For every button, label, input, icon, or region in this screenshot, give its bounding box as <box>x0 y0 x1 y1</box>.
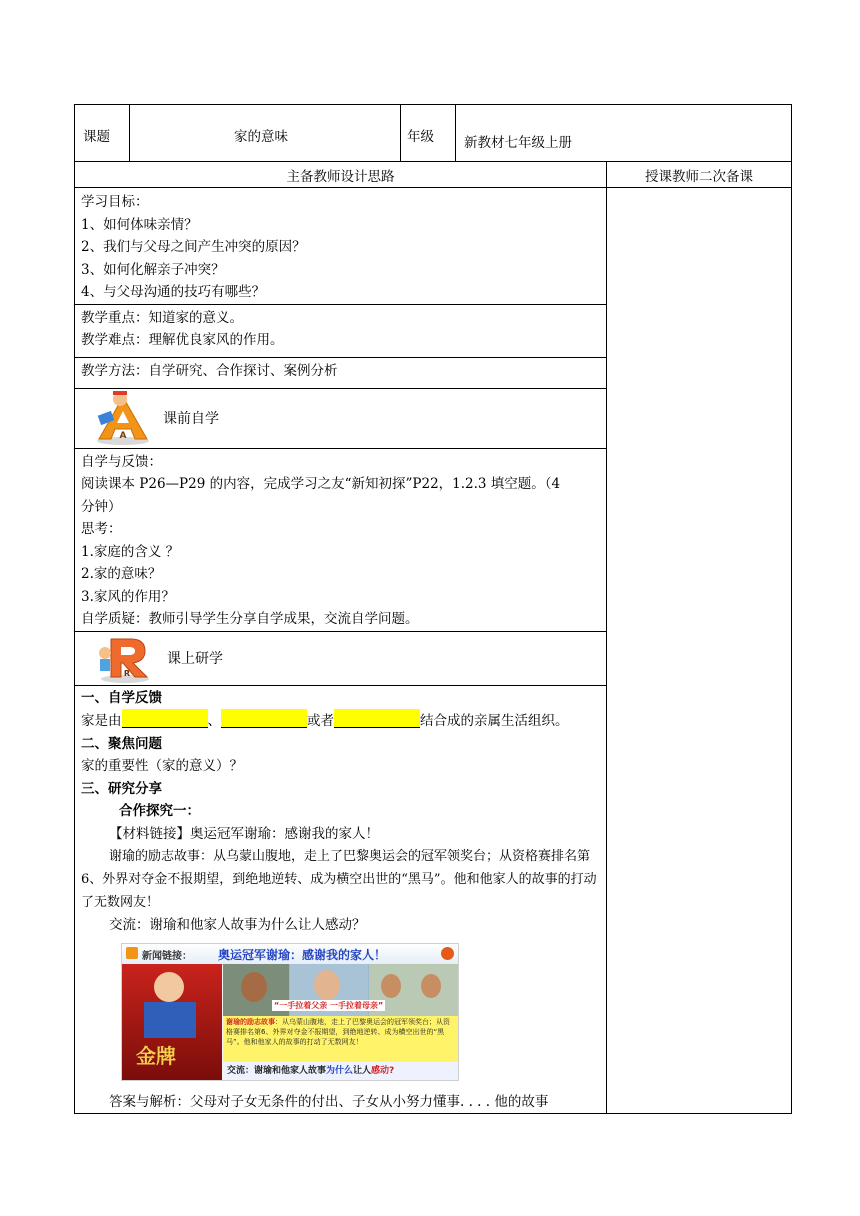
in-class-content-cell <box>75 685 607 1114</box>
grade-label-cell <box>401 105 456 162</box>
course-title: 家的意味 <box>234 129 288 145</box>
fill-in-sentence <box>81 709 600 733</box>
main-column-title: 主备教师设计思路 <box>286 168 395 185</box>
question-mid: 让人 <box>353 1065 372 1076</box>
sentence-separator: 或者 <box>307 713 334 729</box>
pre-study-line: 思考： <box>81 521 122 537</box>
news-icon <box>126 947 138 959</box>
course-label: 课题 <box>83 129 110 145</box>
play-icon <box>441 947 454 960</box>
mascot-letter: A <box>119 430 127 441</box>
in-class-title: 课上研学 <box>167 650 223 667</box>
cooperation-title: 合作探究一： <box>119 803 200 819</box>
secondary-column-title: 授课教师二次备课 <box>645 168 753 185</box>
answer-analysis: 答案与解析：父母对子女无条件的付出、子女从小努力懂事. . . . 他的故事 <box>109 1093 549 1110</box>
course-value-cell <box>130 105 401 162</box>
banner-tag: 新闻链接： <box>142 950 192 962</box>
grade-label: 年级 <box>407 129 434 145</box>
pre-study-line: 自学质疑：教师引导学生分享自学成果，交流自学问题。 <box>81 611 419 627</box>
teaching-method: 教学方法：自学研究、合作探讨、案例分析 <box>81 362 338 379</box>
letter-a-mascot-icon <box>93 391 155 445</box>
sentence-prefix: 家是由 <box>81 713 122 729</box>
objective-item: 3、如何化解亲子冲突？ <box>81 261 225 278</box>
objective-item: 1、如何体味亲情？ <box>81 216 198 233</box>
secondary-notes-cell <box>607 188 792 1114</box>
story-box <box>223 1016 458 1062</box>
sentence-suffix: 结合成的亲属生活组织。 <box>420 713 569 729</box>
secondary-column-header <box>607 162 792 188</box>
section-title: 二、聚焦问题 <box>81 735 162 752</box>
question-prefix: 交流：谢瑜和他家人故事 <box>227 1065 327 1076</box>
question-why: 为什么 <box>326 1065 354 1076</box>
pre-study-line: 1.家庭的含义 ？ <box>81 543 180 560</box>
teaching-focus: 教学重点：知道家的意义。 <box>81 309 243 326</box>
pre-study-line: 2.家的意味？ <box>81 566 162 582</box>
letter-r-mascot-icon <box>97 633 157 683</box>
objectives-cell <box>75 188 607 305</box>
mascot-letter: R <box>123 668 131 678</box>
pre-study-line: 分钟） <box>81 498 122 515</box>
pre-study-line: 阅读课本 P26—P29 的内容，完成学习之友“新知初探”P22，1.2.3 填空题。（4 <box>81 476 561 492</box>
method-cell <box>75 357 607 388</box>
pre-study-line: 3.家风的作用？ <box>81 588 175 605</box>
focus-cell <box>75 304 607 357</box>
main-column-header <box>75 162 607 188</box>
objectives-title: 学习目标： <box>81 194 149 210</box>
grade-value: 新教材七年级上册 <box>464 135 572 151</box>
news-banner-image <box>121 943 459 1081</box>
lesson-plan-table <box>74 104 792 1114</box>
discussion-question: 交流：谢瑜和他家人故事为什么让人感动？ <box>109 917 366 933</box>
focus-question: 家的重要性（家的意义）？ <box>81 758 243 774</box>
material-story: 谢瑜的励志故事：从乌蒙山腹地，走上了巴黎奥运会的冠军领奖台；从资格赛排名第 6、外界对夺金不报期望，到绝地逆转、成为横空出世的“黑马”。他和他家人的故事的打动了无数网友！ <box>81 849 597 910</box>
banner-question <box>223 1062 458 1080</box>
teaching-difficulty: 教学难点：理解优良家风的作用。 <box>81 332 284 348</box>
gold-medal-photo <box>122 964 222 1080</box>
pre-study-line: 自学与反馈： <box>81 453 162 470</box>
banner-header <box>122 944 458 965</box>
pre-study-title: 课前自学 <box>163 410 219 427</box>
blank-3[interactable] <box>334 709 420 728</box>
banner-headline: 奥运冠军谢瑜：感谢我的家人！ <box>218 947 387 962</box>
grade-value-cell <box>456 105 792 162</box>
pre-study-heading-cell <box>75 388 607 448</box>
story-label: 谢瑜的励志故事 <box>226 1017 275 1026</box>
objective-item: 2、我们与父母之间产生冲突的原因？ <box>81 239 306 255</box>
objective-item: 4、与父母沟通的技巧有哪些？ <box>81 284 266 300</box>
blank-2[interactable] <box>221 709 307 728</box>
sentence-separator: 、 <box>207 713 221 729</box>
blank-1[interactable] <box>122 709 208 728</box>
section-title: 一、自学反馈 <box>81 689 162 706</box>
material-link: 【材料链接】奥运冠军谢瑜：感谢我的家人！ <box>109 825 379 842</box>
section-title: 三、研究分享 <box>81 780 162 797</box>
question-moved: 感动? <box>371 1065 395 1076</box>
medal-text: 金牌 <box>136 1043 176 1068</box>
quote-text: “一手拉着父亲 一手拉着母亲” <box>274 1000 384 1010</box>
in-class-heading-cell <box>75 631 607 685</box>
pre-study-content-cell <box>75 448 607 631</box>
story-text: ：从乌蒙山腹地，走上了巴黎奥运会的冠军领奖台；从资格赛排名第6、外界对夺金不报期望，到绝地逆转、成为横空出世的“黑马”。他和他家人的故事的打动了无数网友！ <box>226 1017 450 1046</box>
course-label-cell <box>75 105 130 162</box>
